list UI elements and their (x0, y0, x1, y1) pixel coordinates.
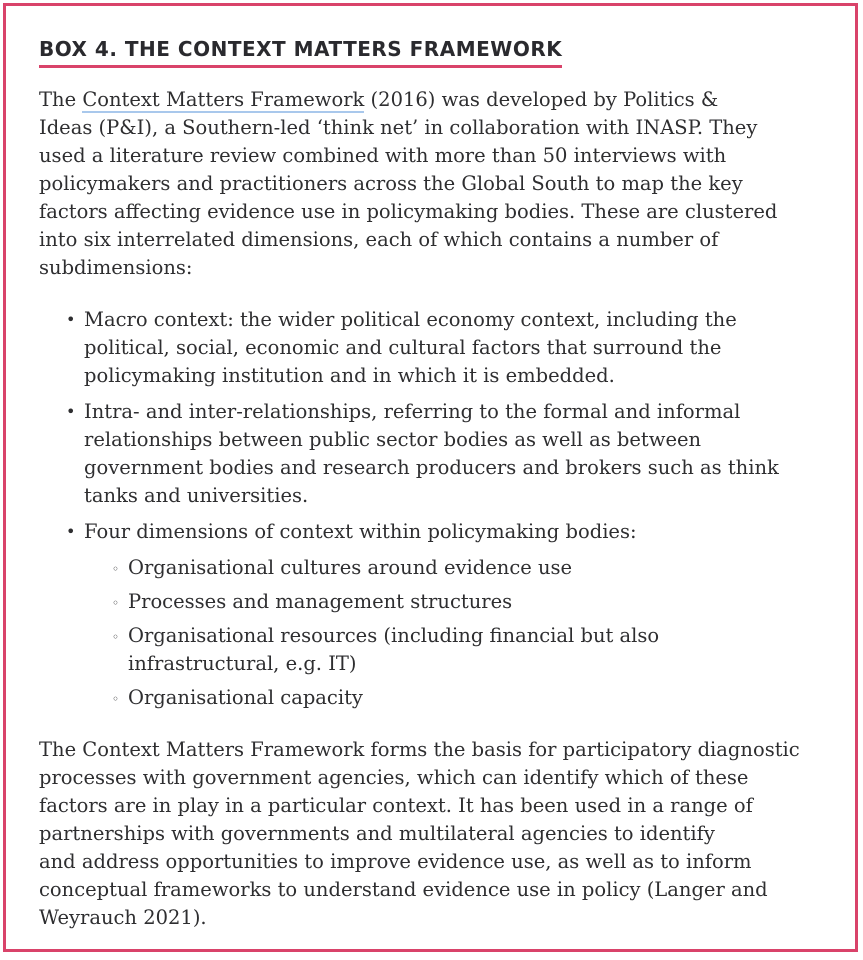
intro-line: subdimensions: (39, 256, 193, 279)
sublist-item-line: Organisational resources (including financial but also (128, 624, 660, 647)
list-item-line: tanks and universities. (84, 484, 309, 507)
list-item-line: relationships between public sector bodies as well as between (84, 428, 702, 451)
hollow-bullet-icon: ◦ (112, 596, 120, 610)
box-title: BOX 4. THE CONTEXT MATTERS FRAMEWORK (39, 36, 562, 68)
intro-line: used a literature review combined with more than 50 interviews with (39, 144, 727, 167)
bullet-icon: • (66, 310, 76, 329)
sublist-item-line: Processes and management structures (128, 590, 513, 613)
closing-line: factors are in play in a particular context. It has been used in a range of (39, 794, 753, 817)
dimensions-list (66, 306, 846, 712)
closing-paragraph (39, 736, 849, 932)
intro-line: into six interrelated dimensions, each of which contains a number of (39, 228, 719, 251)
list-item-line: Intra- and inter-relationships, referring to the formal and informal (84, 400, 741, 423)
sublist-item-line: infrastructural, e.g. IT) (128, 652, 357, 675)
sublist-item-processes (66, 588, 846, 616)
sublist-item-line: Organisational cultures around evidence use (128, 556, 573, 579)
context-matters-framework-link[interactable]: Context Matters Framework (82, 88, 365, 111)
list-item-line: government bodies and research producers and brokers such as think (84, 456, 779, 479)
sublist-item-cultures (66, 554, 846, 582)
sublist-item-resources (66, 622, 846, 678)
intro-paragraph (39, 86, 839, 282)
list-item-macro-context (66, 306, 846, 390)
intro-line (39, 86, 839, 114)
intro-line: factors affecting evidence use in policymaking bodies. These are clustered (39, 200, 778, 223)
hollow-bullet-icon: ◦ (112, 692, 120, 706)
bullet-icon: • (66, 522, 76, 541)
sublist-item-capacity (66, 684, 846, 712)
intro-line-prefix: The (39, 88, 83, 111)
bullet-icon: • (66, 402, 76, 421)
intro-line-suffix: (2016) was developed by Politics & (364, 88, 719, 111)
list-item-relationships (66, 398, 846, 510)
list-item-line: policymaking institution and in which it is embedded. (84, 364, 615, 387)
list-item-line: Four dimensions of context within policymaking bodies: (84, 520, 637, 543)
list-item-line: political, social, economic and cultural factors that surround the (84, 336, 722, 359)
list-item-four-dimensions (66, 518, 846, 546)
hollow-bullet-icon: ◦ (112, 630, 120, 644)
closing-line: partnerships with governments and multilateral agencies to identify (39, 822, 715, 845)
closing-line: and address opportunities to improve evidence use, as well as to inform (39, 850, 752, 873)
closing-line: The Context Matters Framework forms the basis for participatory diagnostic (39, 738, 800, 761)
hollow-bullet-icon: ◦ (112, 562, 120, 576)
closing-line: processes with government agencies, which can identify which of these (39, 766, 749, 789)
sublist-item-line: Organisational capacity (128, 686, 363, 709)
closing-line: Weyrauch 2021). (39, 906, 207, 929)
intro-line: policymakers and practitioners across the Global South to map the key (39, 172, 743, 195)
intro-line: Ideas (P&I), a Southern-led ‘think net’ in collaboration with INASP. They (39, 116, 758, 139)
list-item-line: Macro context: the wider political economy context, including the (84, 308, 737, 331)
box-4-container (3, 3, 858, 952)
closing-line: conceptual frameworks to understand evidence use in policy (Langer and (39, 878, 768, 901)
